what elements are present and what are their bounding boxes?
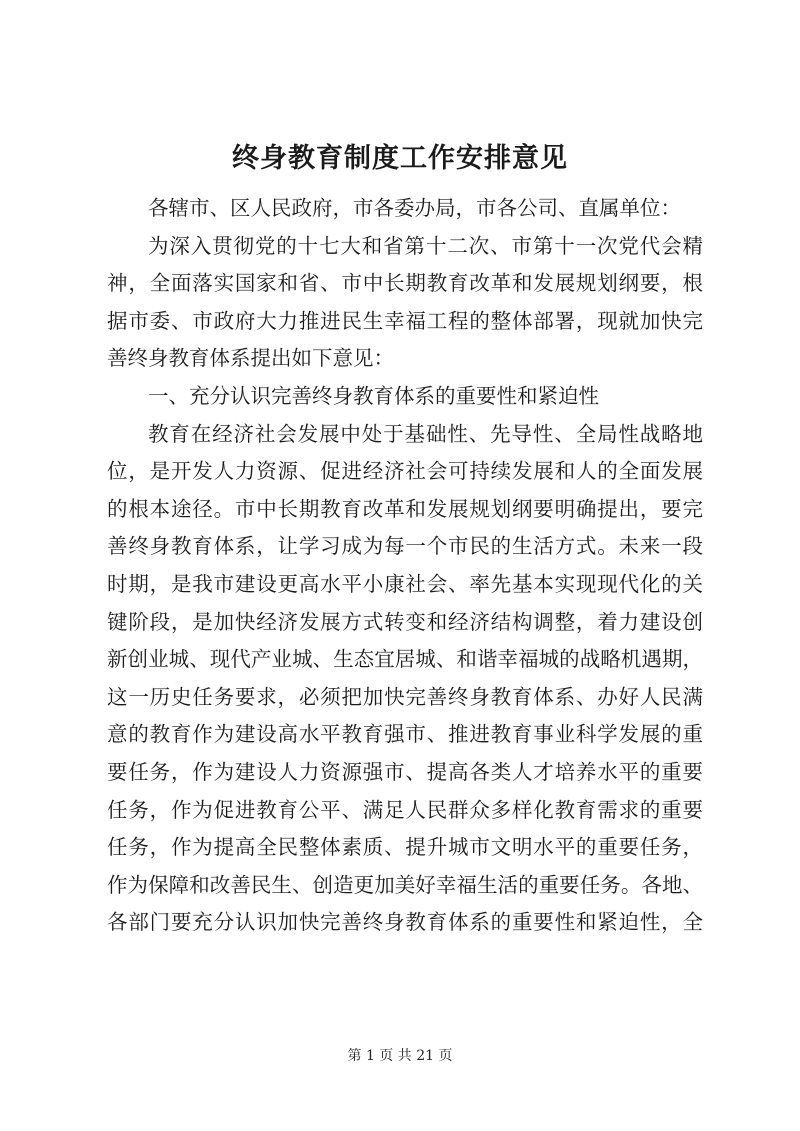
paragraph-line: 这一历史任务要求，必须把加快完善终身教育体系、办好人民满	[107, 684, 703, 709]
paragraph-line: 意的教育作为建设高水平教育强市、推进教育事业科学发展的重	[107, 722, 703, 747]
paragraph-line: 教育在经济社会发展中处于基础性、先导性、全局性战略地	[148, 421, 703, 446]
paragraph-line: 据市委、市政府大力推进民生幸福工程的整体部署，现就加快完	[107, 308, 703, 333]
paragraph-line: 善终身教育体系提出如下意见：	[107, 346, 394, 371]
section-heading: 一、充分认识完善终身教育体系的重要性和紧迫性	[148, 383, 599, 408]
paragraph-line: 的根本途径。市中长期教育改革和发展规划纲要明确提出，要完	[107, 496, 703, 521]
paragraph-line: 作为保障和改善民生、创造更加美好幸福生活的重要任务。各地、	[107, 872, 703, 897]
document-body	[107, 190, 703, 942]
page-number: 第 1 页 共 21 页	[347, 1048, 453, 1064]
paragraph-line: 任务，作为提高全民整体素质、提升城市文明水平的重要任务，	[107, 835, 703, 860]
paragraph-line: 新创业城、现代产业城、生态宜居城、和谐幸福城的战略机遇期，	[107, 647, 703, 672]
salutation-line: 各辖市、区人民政府，市各委办局，市各公司、直属单位：	[148, 196, 681, 220]
paragraph-line: 善终身教育体系，让学习成为每一个市民的生活方式。未来一段	[107, 534, 703, 559]
paragraph-line: 位，是开发人力资源、促进经济社会可持续发展和人的全面发展	[107, 459, 703, 484]
paragraph-line: 时期，是我市建设更高水平小康社会、率先基本实现现代化的关	[107, 571, 703, 596]
paragraph-line: 各部门要充分认识加快完善终身教育体系的重要性和紧迫性，全	[107, 910, 703, 935]
paragraph-line: 神，全面落实国家和省、市中长期教育改革和发展规划纲要，根	[107, 271, 703, 296]
paragraph-line: 键阶段，是加快经济发展方式转变和经济结构调整，着力建设创	[107, 609, 703, 634]
paragraph-line: 为深入贯彻党的十七大和省第十二次、市第十一次党代会精	[148, 233, 703, 258]
paragraph-line: 要任务，作为建设人力资源强市、提高各类人才培养水平的重要	[107, 759, 703, 784]
document-title: 终身教育制度工作安排意见	[232, 143, 568, 174]
paragraph-line: 任务，作为促进教育公平、满足人民群众多样化教育需求的重要	[107, 797, 703, 822]
